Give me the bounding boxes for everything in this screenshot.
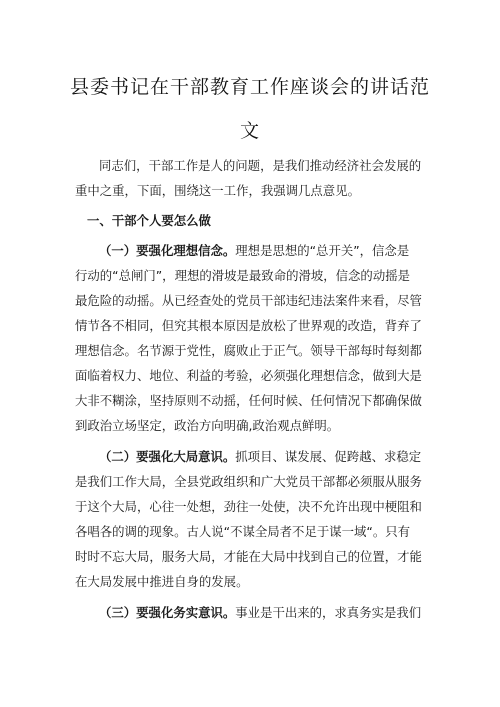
subheading-text: （一）要强化理想信念。 — [99, 243, 236, 258]
paragraph-line: 于这个大局，心往一处想，劲往一处使，决不允许出现中梗阻和 — [75, 499, 422, 514]
paragraph-line: 同志们，干部工作是人的问题，是我们推动经济社会发展的 — [99, 158, 422, 173]
subheading-text: （二）要强化大局意识。 — [99, 449, 236, 464]
paragraph-line: 时时不忘大局，服务大局，才能在大局中找到自己的位置，才能 — [75, 549, 422, 564]
paragraph-text: 理想是思想的“总开关”，信念是 — [235, 243, 410, 258]
paragraph-line: 在大局发展中推进自身的发展。 — [75, 574, 249, 589]
paragraph-line — [99, 449, 459, 465]
paragraph-line: 是我们工作大局，全县党政组织和广大党员干部都必须服从服务 — [75, 474, 422, 489]
paragraph-text: 抓项目、谋发展、促跨越、求稳定 — [235, 449, 422, 464]
paragraph-line: 到政治立场坚定，政治方向明确,政治观点鲜明。 — [75, 418, 340, 433]
paragraph-line: 面临着权力、地位、利益的考验，必须强化理想信念，做到大是 — [75, 368, 422, 383]
paragraph-text: 事业是干出来的，求真务实是我们 — [235, 605, 422, 620]
paragraph-line: 重中之重，下面，围绕这一工作，我强调几点意见。 — [75, 183, 360, 198]
paragraph-line — [99, 243, 459, 259]
subheading-text: （三）要强化务实意识。 — [99, 605, 236, 620]
document-title-continued: 文 — [239, 120, 260, 142]
paragraph-line: 行动的“总闸门”，理想的滑坡是最致命的滑坡，信念的动摇是 — [75, 268, 410, 283]
document-title: 县委书记在干部教育工作座谈会的讲话范 — [69, 76, 430, 98]
paragraph-line: 理想信念。名节源于党性，腐败止于正气。领导干部每时每刻都 — [75, 343, 422, 358]
paragraph-line: 大非不糊涂，坚持原则不动摇，任何时候、任何情况下都确保做 — [75, 393, 422, 408]
paragraph-line: 情节各不相同，但究其根本原因是放松了世界观的改造，背弃了 — [75, 318, 422, 333]
section-heading: 一、干部个人要怎么做 — [87, 213, 211, 228]
paragraph-line: 各唱各的调的现象。古人说“不谋全局者不足于谋一域“。只有 — [75, 524, 410, 539]
paragraph-line: 最危险的动摇。从已经查处的党员干部违纪违法案件来看，尽管 — [75, 293, 422, 308]
paragraph-line — [99, 605, 459, 621]
